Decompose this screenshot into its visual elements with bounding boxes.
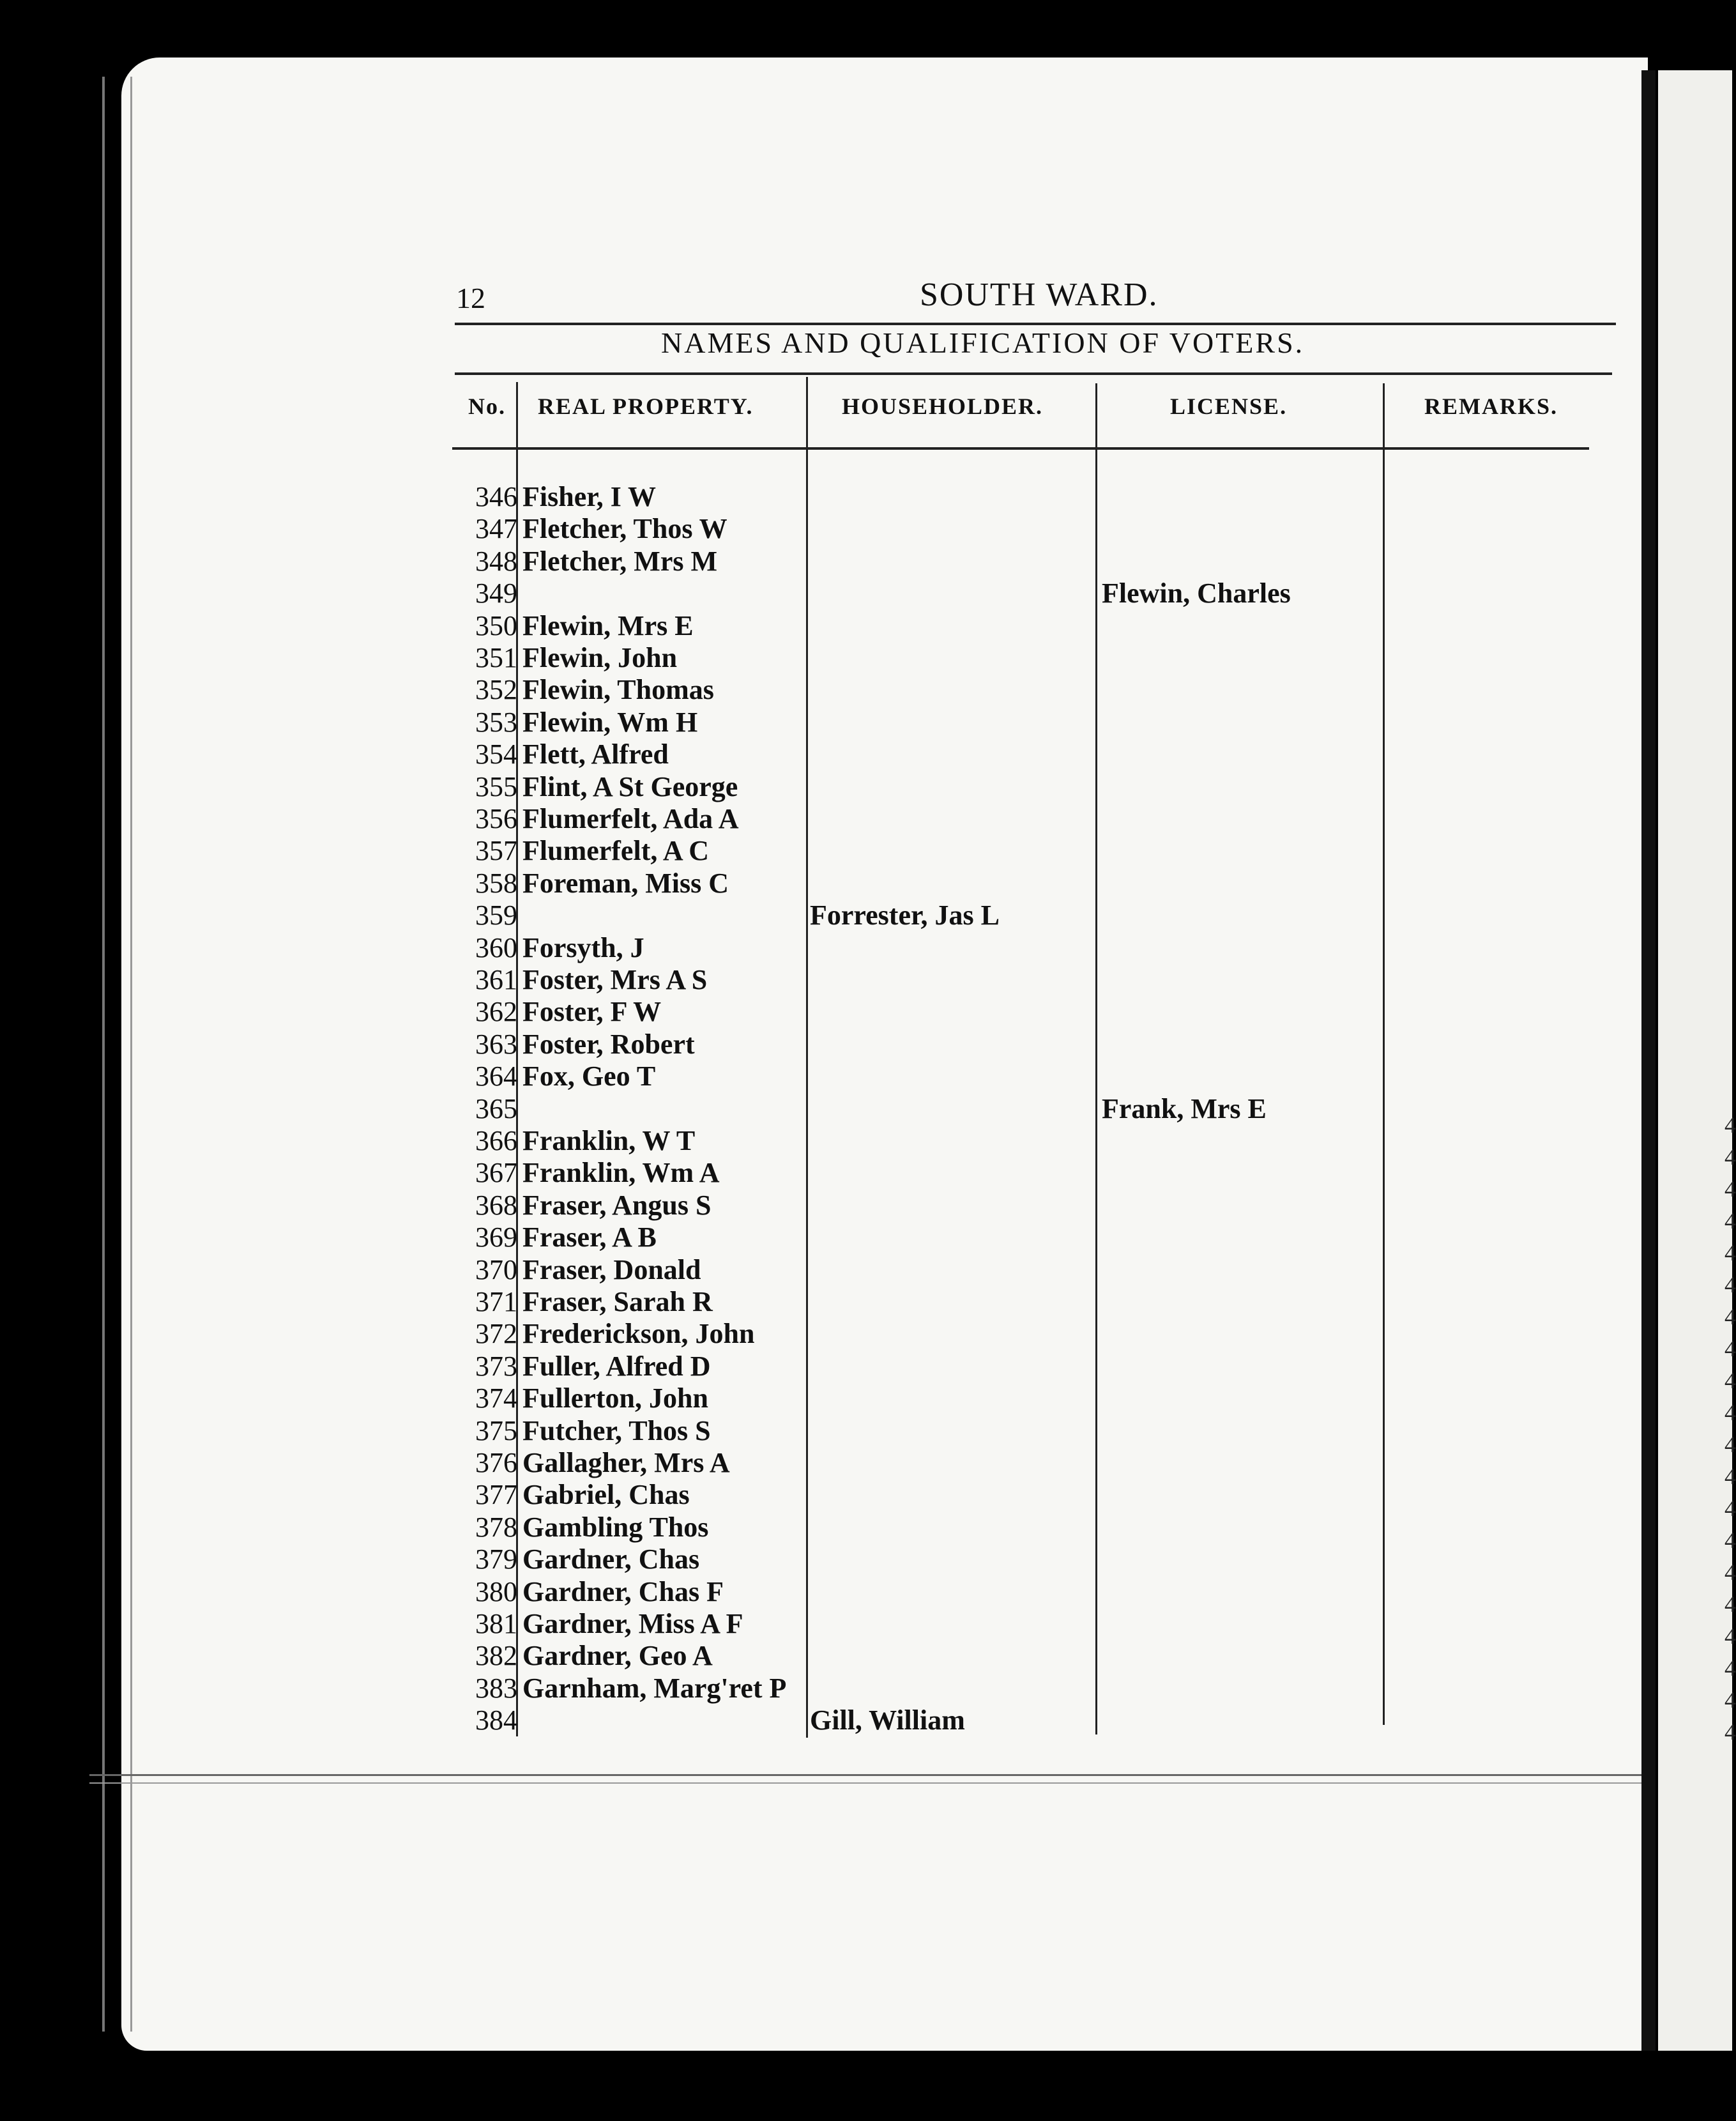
real-property-name: Gardner, Chas F — [522, 1576, 724, 1607]
real-property-name: Flewin, John — [522, 642, 678, 673]
voter-number: 367 — [475, 1157, 517, 1188]
real-property-name: Franklin, W T — [522, 1125, 696, 1156]
real-property-name: Gambling Thos — [522, 1512, 709, 1543]
voter-number: 377 — [475, 1479, 517, 1510]
facing-page-digit: 4 — [1725, 1464, 1736, 1489]
real-property-name: Flumerfelt, A C — [522, 835, 710, 866]
real-property-name: Flumerfelt, Ada A — [522, 803, 739, 834]
voter-number: 348 — [475, 546, 517, 577]
voter-number: 355 — [475, 771, 517, 802]
real-property-name: Gardner, Miss A F — [522, 1608, 743, 1639]
book-gutter — [1641, 70, 1656, 2051]
voter-number: 373 — [475, 1351, 517, 1382]
voter-number: 383 — [475, 1673, 517, 1704]
real-property-name: Forsyth, J — [522, 932, 644, 963]
facing-page-digit: 4 — [1725, 1559, 1736, 1585]
ward-title: SOUTH WARD. — [920, 277, 1159, 313]
real-property-name: Gardner, Geo A — [522, 1640, 713, 1671]
voter-number: 350 — [475, 610, 517, 641]
voter-number: 362 — [475, 996, 517, 1027]
facing-page-digit: 4 — [1725, 1144, 1736, 1170]
facing-page-digit: 4 — [1725, 1528, 1736, 1553]
column-divider — [1383, 383, 1385, 1725]
voter-number: 370 — [475, 1254, 517, 1285]
voter-number: 379 — [475, 1543, 517, 1575]
voter-number: 364 — [475, 1060, 517, 1092]
real-property-name: Fletcher, Thos W — [522, 513, 727, 544]
real-property-name: Foreman, Miss C — [522, 868, 729, 899]
column-divider — [806, 377, 808, 1738]
license-name: Flewin, Charles — [1102, 578, 1291, 609]
real-property-name: Flewin, Wm H — [522, 707, 698, 738]
real-property-name: Fraser, A B — [522, 1221, 657, 1253]
real-property-name: Franklin, Wm A — [522, 1157, 720, 1188]
list-subtitle: NAMES AND QUALIFICATION OF VOTERS. — [661, 326, 1305, 359]
voter-number: 356 — [475, 803, 517, 834]
real-property-name: Flewin, Thomas — [522, 674, 714, 705]
real-property-name: Fletcher, Mrs M — [522, 546, 718, 577]
real-property-name: Fuller, Alfred D — [522, 1351, 711, 1382]
householder-name: Gill, William — [810, 1704, 965, 1736]
voter-number: 353 — [475, 707, 517, 738]
facing-page-digit: 4 — [1725, 1240, 1736, 1266]
real-property-name: Fraser, Angus S — [522, 1190, 712, 1221]
facing-page-digit: 4 — [1725, 1719, 1736, 1745]
real-property-name: Foster, F W — [522, 996, 662, 1027]
col-header-license: LICENSE. — [1170, 394, 1288, 419]
voter-number: 346 — [475, 481, 517, 512]
facing-page-digit: 4 — [1725, 1623, 1736, 1649]
voter-number: 371 — [475, 1286, 517, 1317]
real-property-name: Fox, Geo T — [522, 1060, 656, 1092]
real-property-name: Foster, Robert — [522, 1029, 695, 1060]
real-property-name: Gabriel, Chas — [522, 1479, 690, 1510]
real-property-name: Fraser, Donald — [522, 1254, 701, 1285]
col-header-remarks: REMARKS. — [1424, 394, 1558, 419]
real-property-name: Frederickson, John — [522, 1318, 755, 1349]
real-property-name: Flewin, Mrs E — [522, 610, 694, 641]
subtitle-rule — [455, 372, 1612, 375]
voter-number: 382 — [475, 1640, 517, 1671]
voter-number: 378 — [475, 1512, 517, 1543]
real-property-name: Gallagher, Mrs A — [522, 1447, 730, 1478]
voter-number: 347 — [475, 513, 517, 544]
voter-number: 381 — [475, 1608, 517, 1639]
facing-page-edge — [1658, 70, 1732, 2051]
voter-number: 376 — [475, 1447, 517, 1478]
voter-number: 369 — [475, 1221, 517, 1253]
col-header-real-property: REAL PROPERTY. — [538, 394, 754, 419]
facing-page-digit: 4 — [1725, 1432, 1736, 1457]
voter-number: 372 — [475, 1318, 517, 1349]
bottom-rule — [89, 1774, 1641, 1776]
title-rule — [455, 323, 1616, 325]
voter-number: 354 — [475, 739, 517, 770]
voter-number: 361 — [475, 964, 517, 995]
voter-number: 366 — [475, 1125, 517, 1156]
column-divider — [1095, 383, 1097, 1734]
facing-page-digit: 4 — [1725, 1336, 1736, 1361]
facing-page-digit: 4 — [1725, 1208, 1736, 1234]
license-name: Frank, Mrs E — [1102, 1093, 1267, 1124]
real-property-name: Garnham, Marg'ret P — [522, 1673, 787, 1704]
voter-number: 351 — [475, 642, 517, 673]
real-property-name: Fisher, I W — [522, 481, 657, 512]
col-header-no: No. — [468, 394, 506, 419]
real-property-name: Flett, Alfred — [522, 739, 669, 770]
real-property-name: Foster, Mrs A S — [522, 964, 708, 995]
bottom-rule-secondary — [89, 1782, 1641, 1784]
real-property-name: Fraser, Sarah R — [522, 1286, 713, 1317]
voter-number: 358 — [475, 868, 517, 899]
page-number: 12 — [456, 282, 485, 314]
real-property-name: Flint, A St George — [522, 771, 738, 802]
facing-page-digit: 4 — [1725, 1496, 1736, 1521]
real-property-name: Gardner, Chas — [522, 1543, 700, 1575]
facing-page-digit: 4 — [1725, 1112, 1736, 1138]
facing-page-digit: 4 — [1725, 1304, 1736, 1329]
facing-page-digit: 4 — [1725, 1272, 1736, 1298]
voter-number: 380 — [475, 1576, 517, 1607]
voter-number: 357 — [475, 835, 517, 866]
page-stack-edge — [102, 77, 132, 2032]
facing-page-digit: 4 — [1725, 1176, 1736, 1202]
voter-number: 384 — [475, 1704, 517, 1736]
real-property-name: Fullerton, John — [522, 1382, 708, 1414]
facing-page-digit: 4 — [1725, 1591, 1736, 1617]
voter-number: 349 — [475, 578, 517, 609]
facing-page-digit: 4 — [1725, 1687, 1736, 1713]
facing-page-digit: 4 — [1725, 1368, 1736, 1393]
real-property-name: Futcher, Thos S — [522, 1415, 711, 1446]
voter-number: 359 — [475, 900, 517, 931]
facing-page-digit: 4 — [1725, 1400, 1736, 1425]
col-header-householder: HOUSEHOLDER. — [842, 394, 1044, 419]
voter-number: 360 — [475, 932, 517, 963]
voter-number: 368 — [475, 1190, 517, 1221]
householder-name: Forrester, Jas L — [810, 900, 1000, 931]
voter-number: 363 — [475, 1029, 517, 1060]
voter-number: 365 — [475, 1093, 517, 1124]
facing-page-digit: 4 — [1725, 1655, 1736, 1681]
header-rule — [452, 447, 1589, 450]
voter-number: 374 — [475, 1382, 517, 1414]
voter-number: 352 — [475, 674, 517, 705]
voter-number: 375 — [475, 1415, 517, 1446]
